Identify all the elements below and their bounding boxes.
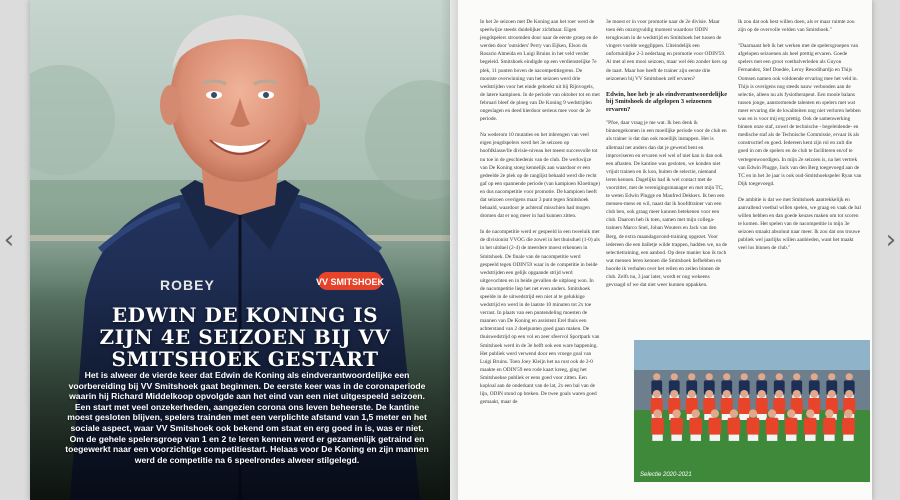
article-intro: Het is alweer de vierde keer dat Edwin de Koning als eindverantwoordelijke een voorbereiding bij VV Smitshoek gaat beginnen. De eerste keer was in de coronaperiode waarin hij Richard Middelkoop opvolgde aan het eind van een niet uitgespeeld seizoen. Een start met veel onzekerheden, aangezien corona ons leven beheerste. De kantine moest gesloten blijven, spelers trainden met een verplichte afstand van 1,5 meter en het sociale aspect, waar VV Smitshoek ook bekend om staat en erg goed in is, was er niet. Om de gehele spelersgroep van 1 en 2 te leren kennen werd er gezamenlijk getraind en toegewerkt naar een voorzichtige competitiestart. Helaas voor De Koning en zijn mannen werd de competitie na 6 speelrondes alweer stilgelegd.	[65, 370, 429, 465]
headline-line-1: EDWIN DE KONING IS	[111, 303, 379, 327]
next-page-button[interactable]	[884, 226, 898, 254]
headline-line-3: SMITSHOEK GESTART	[111, 347, 379, 371]
chevron-right-icon: ›	[885, 225, 897, 255]
interview-question: Edwin, hoe heb je als eindverantwoordelijke bij Smitshoek de afgelopen 3 seizoenen ervaren?	[606, 90, 728, 113]
paragraph: "Daarnaast heb ik het werken met de spelersgroepen van afgelopen seizoenen als heel prettig ervaren. Goede spelers met een groot voetbalverleden als Guyon Fernandez, Stef Doedée, Leroy Resodihardjo en Thijs Oomsen namen ook voldoende ervaring mee het veld in. Thijs is overigens nog steeds nauw verbonden aan de selectie, alleen nu als fysiotherapeut. Een mooie balans tussen jonge, aanstormende talenten en spelers met wat meer ervaring die de kwaliteiten nog niet verloren hebben was en is voor mij erg prettig. Ook de samenwerking binnen onze staf, zowel de technische - begeleidende- en medische staf als de Technische Commissie, ervaar ik als constructief en goed. Iedereen kent zijn rol en zult die goed in om de spelers en de club te faciliteren en/of te vertegenwoordigen. In mijn 2e seizoen is, na het vertrek van Edwin Plugge, Jack van den Berg toegevoegd aan de TC en in het 3e jaar is ook oud-Smitshoekspeler Ryan van Dijk toegevoegd.	[738, 43, 862, 187]
team-photo	[634, 340, 870, 482]
left-page	[30, 0, 450, 500]
prev-page-button[interactable]	[2, 226, 16, 254]
text-column-1	[480, 18, 600, 414]
paragraph: De ambitie is dat we met Smitshoek aantrekkelijk en aanvallend voetbal willen spelen, we graag en vaak de bal willen hebben en dan goede keuzes maken om tot scoren te komen. Het spelen van de nacompetitie in mijn 3e seizoen smaakt absoluut naar meer. Ik zou dat ons trouwe publiek wel jaarlijks willen aanbieden, want het maakt veel los binnen de club."	[738, 196, 861, 252]
paragraph: "Pfoe, daar vraag je me wat. Ik ben denk ik binnengekomen in een moeilijke periode voor de club en als trainer is dat dan ook moeilijk instappen. Het is allemaal net anders dan dat je gewend bent en improviseren en ervaren wel wel of niet kan is dan ook een aftasten. De kantine was gesloten, we konden niet vrijuit trainen en ik kon, buiten de selectie, niemand leren kennen. Dagelijks had ik wel contact met de voorzitter, met de verenigingsmanager en met mijn TC, te weten Edwin Plugge en Manfred Dekkers. Ik ben een mensen-mens en wil, naast dat ik hoofdtrainer van een club ben, ook graag meer kunnen betekenen voor een club. Daarom heb ik toen, samen met mijn collega-trainers Marco Snel, Johan Wouters en Jack van den Berg, de extra maandagavond-training opgezet. Voor iedereen die een balletje wilde trappen, hadden we, na de selectietraining, een aanbod. Op deze manier kon ik toch wat mensen leren kennen die Smitshoek liefhebben en hoorde ik verhalen over het reilen en zeilen binnen de club. Zelfs nu, 3 jaar later, wordt er nog wekeens gevraagd of we dat niet weer kunnen oppakken.	[606, 120, 728, 289]
paragraph: In de nacompetitie werd er gespeeld in een tweeluik met de divisionist VVOG die zowel in het thuisduel (1-0) als in het uitduel (2-4) de meerdere moest erkennen in Smitshoek. De finale van de nacompetitie werd gespeeld tegen ODIN'59 waar in de competitie in beide wedstrijden een gelijk opgaande strijd werd uitgevochten en in beide gevallen de uitploeg won. In de nacompetitie liep het net even anders. Smitshoek speelde in de uitwedstrijd een niet al te gelukkige wedstrijd en werd in de laatste 10 minuten tot 2x toe verrast. In plaats van een puntendeling moesten de mannen van De Koning en assistent Erel thuis een achterstand van 2 doelpunten goed gaan maken. De thuiswedstrijd op een vol en zeer sfeervol Sportpark van Smitshoek werd in de 3e helft ook een ware happening. Het publiek werd verwend door een vroege goal van Luigi Bruins. Toen Joey Kleijn het na rust ook de 2-0 maakte en ODIN'59 een rode kaart kreeg, ging het Smitshoekse publiek er eens goed voor zitten. Een koploal aan de onderkant van de lat, 2x een bal van de lijn, ODIN stond op breken. De twee goals waren goed gemaakt, maar de	[480, 229, 600, 406]
chevron-left-icon: ‹	[3, 225, 15, 255]
team-photo-image	[634, 340, 870, 482]
article-headline	[60, 304, 430, 370]
paragraph: Na wederom 10 mutaties en het inbrengen van veel eigen jeugdspelers werd het 3e seizoen op hoofdklasse/lle divisie-niveau het meest succesvolle tot nu toe in de geschiedenis van de club. De werkwijze van De Koning stoeg kennelijk aan waardoor er een gedeelde 2e plek op de ranglijst behaald werd die recht gaf op een spannende periode (van kampioen Kloetinge) en dus nacompetitie voor promotie. De kampioen heeft dat seizoen overigens maar 3 punt tegen Smitshoek behaald, waardoor je achteraf misschien had mogen dromen dat er nog meer in had kunnen zitten.	[480, 132, 600, 220]
page-spread	[30, 0, 872, 500]
paragraph: 3e moest er in voor promotie naar de 2e divisie. Maar toen één onzorgvuldig moment waardoor ODIN terugkwam in de wedstrijd en Smitshoek het tussen de vingers voelde wegglippen. Uiteindelijk een onfortuinlijke 2-3 nederlaag en promotie voor ODIN'59. Al met al een mooi seizoen, maar wel één zonder kers op de taart. Maar hoe heeft de trainer zijn eerste drie seizoenen bij VV Smitshoek zelf ervaren?	[606, 19, 728, 82]
headline-line-2: ZIJN 4E SEIZOEN BIJ VV	[99, 325, 391, 349]
right-page	[458, 0, 872, 500]
team-photo-caption: Selectie 2020-2021	[640, 472, 692, 478]
text-column-3	[738, 18, 862, 261]
paragraph: In het 2e seizoen met De Koning aan het roer werd de speelwijze steeds duidelijker zichtbaar. Eigen jeugdspelers stroomden door naar de eerste groep en de werden door 'outsiders' Perry van Eijken, Elson do Rosario Almeida en Luigi Bruins in het veld verder begeleid. Smitshoek eindigde op een verdienstelijke 7e plek, 11 punten boven de nacompetitiegrens. De mooiste overwinning van het seizoen werd drie wedstrijden voor het einde geboekt uit bij Rijnvogels, de latere kampioen. In de periode van oktober tot en met februari bleef de ploeg van De Koning 9 wedstrijden ongeslagen en deed hierdoor serieus mee voor de 2e periode.	[480, 19, 600, 123]
text-column-2	[606, 18, 728, 297]
paragraph: Ik zou dat ook best willen doen, als er maar ruimte zou zijn op de overvolle velden van Smitshoek."	[738, 19, 855, 34]
